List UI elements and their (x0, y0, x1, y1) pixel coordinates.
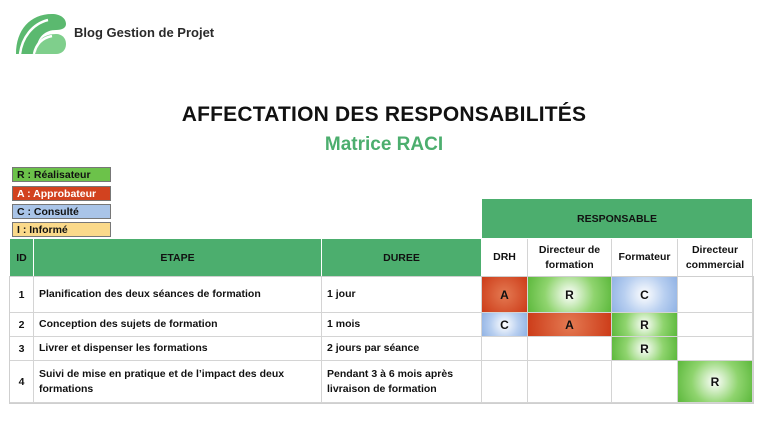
row-duree: Pendant 3 à 6 mois après livraison de formation (322, 361, 482, 403)
col-header-etape: ETAPE (34, 239, 322, 277)
role-header-directeur-commercial: Directeur commercial (678, 239, 753, 277)
col-header-id: ID (10, 239, 34, 277)
brand-name[interactable]: Blog Gestion de Projet (74, 25, 215, 40)
role-header-formateur: Formateur (612, 239, 678, 277)
legend-informe: I : Informé (12, 222, 111, 237)
raci-cell-directeur-commercial: R (678, 361, 753, 403)
raci-cell-formateur: C (612, 277, 678, 313)
table-frame (9, 276, 754, 404)
row-duree: 2 jours par séance (322, 337, 482, 361)
raci-cell-formateur: R (612, 313, 678, 337)
brand-logo-icon (12, 10, 68, 58)
row-etape: Conception des sujets de formation (34, 313, 322, 337)
raci-cell-directeur-formation: A (528, 313, 612, 337)
legend-consulte: C : Consulté (12, 204, 111, 219)
raci-cell-directeur-formation: R (528, 277, 612, 313)
responsable-header: RESPONSABLE (482, 199, 753, 239)
legend-approbateur: A : Approbateur (12, 186, 111, 201)
page-subtitle: Matrice RACI (324, 134, 444, 155)
raci-cell-drh: C (482, 313, 528, 337)
row-id: 4 (10, 361, 34, 403)
row-etape: Planification des deux séances de formation (34, 277, 322, 313)
role-header-drh: DRH (482, 239, 528, 277)
row-id: 2 (10, 313, 34, 337)
row-etape: Suivi de mise en pratique et de l’impact des deux formations (34, 361, 322, 403)
row-id: 1 (10, 277, 34, 313)
row-duree: 1 mois (322, 313, 482, 337)
row-duree: 1 jour (322, 277, 482, 313)
row-etape: Livrer et dispenser les formations (34, 337, 322, 361)
col-header-duree: DUREE (322, 239, 482, 277)
role-header-directeur-formation: Directeur de formation (528, 239, 612, 277)
raci-cell-formateur: R (612, 337, 678, 361)
row-id: 3 (10, 337, 34, 361)
legend-realisateur: R : Réalisateur (12, 167, 111, 182)
page-title: AFFECTATION DES RESPONSABILITÉS (181, 103, 587, 126)
raci-cell-drh: A (482, 277, 528, 313)
